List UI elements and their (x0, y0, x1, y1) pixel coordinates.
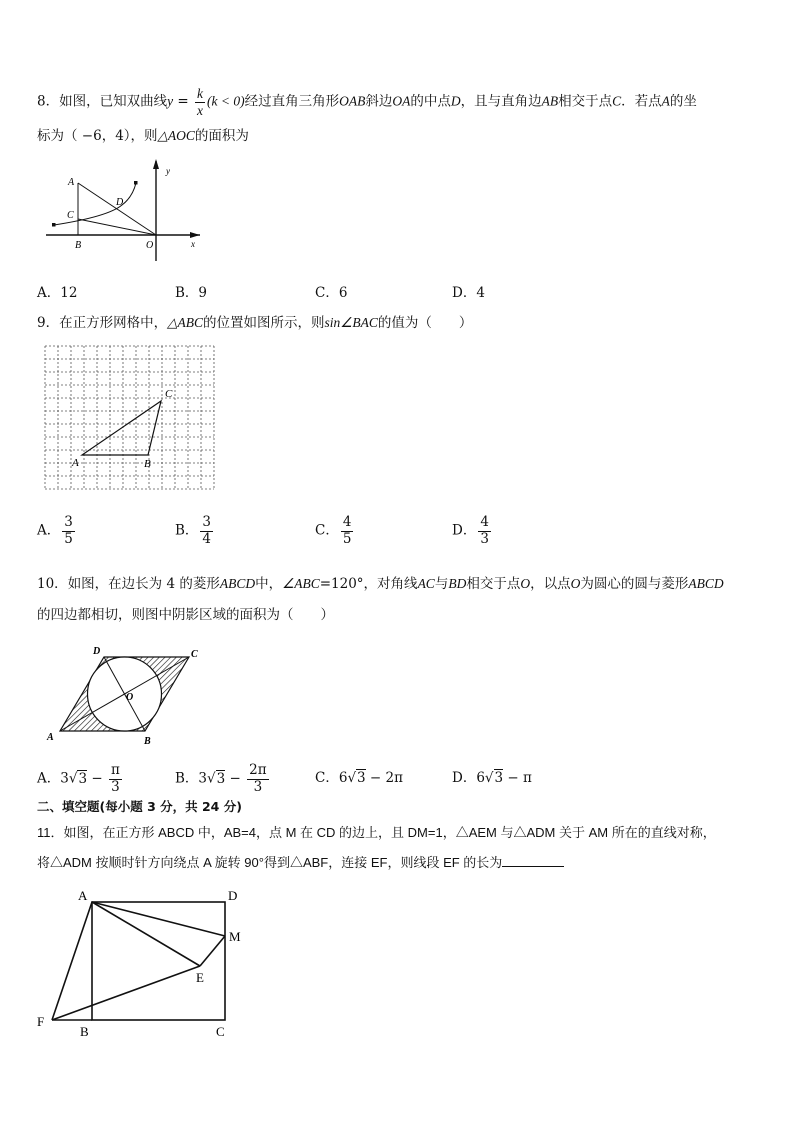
q11-segment-fe (52, 966, 200, 1020)
frac-num: 2π (249, 762, 267, 778)
q8-label-c: C (67, 210, 74, 221)
q8-var: D (450, 93, 461, 109)
frac-den: 3 (480, 530, 489, 547)
q10-option-b[interactable]: B．3√3 − $\frac{2\pi}{3}$ (175, 762, 267, 795)
frac-den: 5 (342, 530, 352, 547)
q10-var: O (520, 576, 531, 591)
option-fraction (200, 515, 213, 547)
q10-var: ABCD (219, 576, 256, 591)
q8-frac-num: k (197, 86, 203, 101)
q11-segment-em (200, 936, 225, 966)
frac-num: 4 (480, 514, 489, 530)
q8-var: C (612, 93, 622, 109)
q10-label-b: B (144, 736, 151, 747)
q10-text: 中， (255, 576, 283, 592)
q11-label-f: F (37, 1014, 45, 1029)
q9-label-a: A (72, 457, 79, 469)
q10-var: AC (417, 576, 435, 591)
q9-number: 9． (37, 315, 60, 331)
q9-text: 的位置如图所示，则 (202, 315, 325, 331)
q8-eq-sign: = (173, 93, 193, 110)
q9-triangle: △ABC (167, 315, 203, 330)
q10-label-o: O (126, 692, 134, 703)
q8-label-o: O (146, 240, 154, 251)
q8-label-x: x (191, 239, 195, 249)
q8-curve-end-right (134, 181, 138, 185)
q10-text: 与 (434, 576, 449, 592)
option-fraction (247, 763, 268, 795)
frac-den: 3 (111, 778, 120, 795)
q9-option-d[interactable] (452, 515, 493, 547)
option-key: B． (175, 770, 199, 787)
q11-label-m: M (229, 929, 241, 944)
q10-var: O (570, 576, 581, 591)
q11-text: 将△ADM 按顺时针方向绕点 A 旋转 90°得到△ABF，连接 EF，则线段 EF 的长为 (37, 855, 503, 870)
q8-frac-den: x (197, 102, 203, 118)
q11-label-e: E (196, 970, 204, 985)
q8-fraction (195, 86, 205, 118)
option-value: 9 (198, 285, 208, 301)
q8-y-arrow (153, 159, 159, 169)
q11-answer-blank[interactable] (502, 854, 564, 867)
q9-text: 在正方形网格中， (59, 315, 168, 331)
q11-line2 (37, 852, 564, 871)
q10-var: BD (448, 576, 467, 591)
q8-text: 相交于点 (558, 93, 613, 110)
q11-segment-am (92, 902, 225, 936)
section-heading: 二、填空题(每小题 3 分，共 24 分) (37, 799, 242, 814)
frac-den: 4 (202, 530, 212, 547)
q10-text: 如图，在边长为 4 的菱形 (67, 576, 220, 592)
q8-var: OAB (339, 93, 366, 109)
q8-option-d[interactable] (452, 281, 485, 301)
option-radicand: 3 (357, 770, 366, 786)
q9-label-c: C (165, 388, 173, 400)
q11-label-c: C (216, 1024, 225, 1039)
q8-option-c[interactable] (315, 281, 347, 301)
q10-figure (44, 642, 209, 747)
q8-curve-end-left (52, 223, 56, 227)
q10-text: ，以点 (530, 576, 571, 592)
frac-den: 3 (253, 778, 263, 795)
q10-option-c[interactable]: C．6√3 − 2π (315, 770, 403, 786)
q11-figure (34, 884, 260, 1040)
q10-var: ABCD (688, 576, 724, 591)
q8-text: ，且与直角边 (460, 93, 542, 110)
q8-condition: (k < 0) (207, 93, 245, 109)
q8-label-d: D (116, 197, 124, 208)
q11-segment-af (52, 902, 92, 1020)
q10-number: 10． (37, 576, 68, 592)
option-key: C． (315, 770, 339, 786)
q11-label-d: D (228, 888, 238, 903)
q8-label-b: B (75, 240, 82, 251)
q11-segment-ae (92, 902, 200, 966)
q8-text: 的中点 (410, 93, 451, 110)
q8-x-arrow (190, 232, 200, 238)
frac-num: 3 (64, 514, 73, 530)
option-radicand: 3 (216, 770, 226, 787)
q11-label-b: B (80, 1024, 89, 1039)
q9-option-b[interactable] (175, 515, 215, 547)
q9-sin-expr: sin∠BAC (324, 315, 378, 330)
frac-num: π (110, 762, 120, 778)
option-key: C． (315, 285, 339, 301)
frac-den: 5 (64, 530, 73, 547)
option-fraction (62, 515, 75, 547)
frac-num: 4 (342, 514, 352, 530)
option-minus: − (225, 770, 246, 787)
option-coef: 6 (338, 770, 348, 786)
q10-line1 (37, 572, 724, 592)
q10-line2 (37, 603, 334, 623)
q10-text: 的四边都相切，则图中阴影区域的面积为（ ） (37, 607, 334, 623)
q8-var: A (661, 93, 670, 109)
q10-option-d[interactable]: D．6√3 − π (452, 770, 532, 786)
option-key: B． (175, 285, 199, 301)
q10-option-a[interactable]: A．3√3 − $\frac{\pi}{3}$ (37, 762, 120, 795)
option-fraction (478, 515, 491, 547)
option-fraction (109, 763, 122, 795)
q10-text: =120°，对角线 (319, 576, 418, 592)
option-key: D． (452, 770, 477, 786)
q10-label-d: D (93, 646, 101, 657)
q8-number: 8． (37, 93, 60, 110)
q9-option-a[interactable] (37, 515, 77, 547)
option-value: 4 (476, 285, 485, 301)
q8-eq-y: y (167, 93, 174, 109)
option-key: A． (37, 770, 61, 787)
option-value: 12 (60, 285, 78, 301)
q8-text: 标为（ −6，4），则 (37, 128, 158, 144)
q8-figure (40, 155, 210, 267)
option-coef: 3 (60, 770, 69, 787)
q8-label-y: y (166, 166, 170, 176)
q8-triangle: △AOC (157, 128, 195, 143)
q8-var: OA (392, 93, 411, 109)
option-key: A． (37, 522, 61, 539)
frac-num: 3 (202, 514, 212, 530)
q8-option-b[interactable] (175, 281, 207, 301)
q9-grid-figure (44, 343, 224, 495)
q9-label-b: B (144, 458, 151, 470)
option-key: C． (315, 522, 339, 539)
q9-grid (45, 346, 214, 489)
option-tail: − 2π (365, 770, 403, 786)
q8-text: 的坐 (669, 93, 697, 110)
option-key: D． (452, 522, 477, 539)
q11-label-a: A (78, 888, 88, 903)
option-value: 6 (338, 285, 348, 301)
q9-line1 (37, 311, 472, 331)
q8-text: 的面积为 (194, 128, 249, 144)
option-key: A． (37, 285, 61, 301)
q8-text: 斜边 (365, 93, 393, 110)
q10-angle: ∠ABC (282, 576, 320, 591)
option-coef: 3 (198, 770, 208, 787)
q11-line1: 11．如图，在正方形 ABCD 中，AB=4，点 M 在 CD 的边上，且 DM=1，△AEM 与△ADM 关于 AM 所在的直线对称， (37, 825, 716, 840)
option-fraction (341, 515, 354, 547)
option-radicand: 3 (78, 770, 88, 787)
option-tail: − π (503, 770, 532, 786)
q10-text: 为圆心的圆与菱形 (580, 576, 689, 592)
q10-label-c: C (191, 649, 198, 660)
option-key: B． (175, 522, 199, 539)
option-key: D． (452, 285, 477, 301)
q8-line2 (37, 124, 249, 144)
option-minus: − (87, 770, 107, 787)
q10-text: 相交于点 (466, 576, 521, 592)
q8-option-a[interactable] (37, 281, 77, 301)
q9-option-c[interactable] (315, 515, 355, 547)
option-radicand: 3 (494, 770, 504, 786)
q8-var: AB (541, 93, 559, 109)
q8-text: ．若点 (621, 93, 662, 110)
q8-line1 (37, 86, 697, 118)
q10-label-a: A (47, 732, 54, 743)
option-coef: 6 (476, 770, 485, 786)
q9-text: 的值为（ ） (377, 315, 473, 331)
q8-label-a: A (68, 177, 75, 188)
q8-text: 如图，已知双曲线 (59, 93, 168, 110)
q8-text: 经过直角三角形 (244, 93, 340, 110)
